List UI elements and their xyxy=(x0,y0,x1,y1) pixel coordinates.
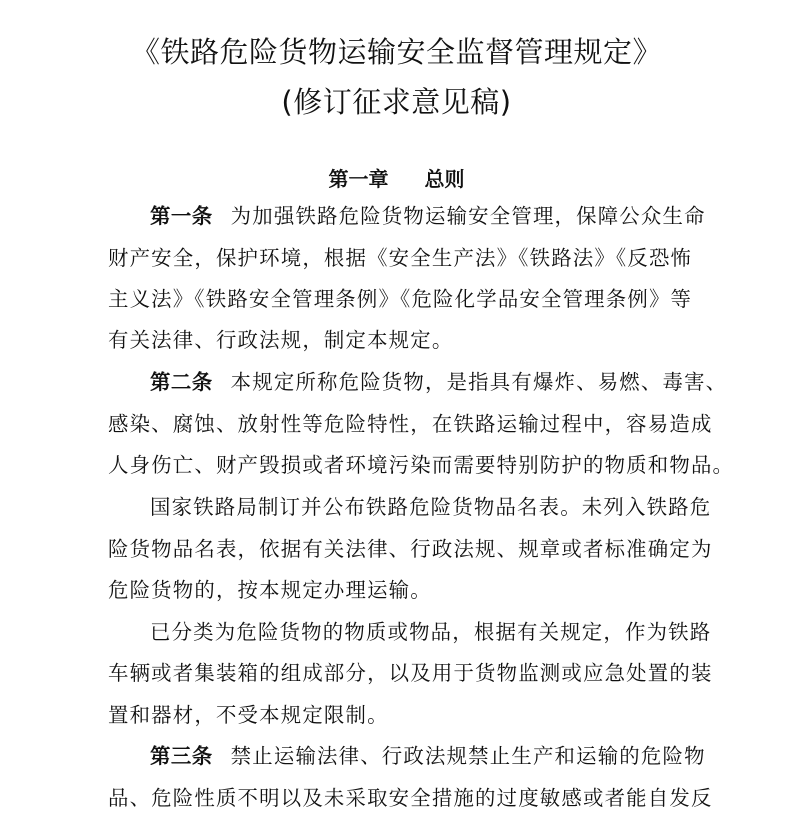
article-1-line-1: 第一条 为加强铁路危险货物运输安全管理，保障公众生命 xyxy=(150,204,706,228)
chapter-heading xyxy=(0,163,793,192)
document-subtitle: (修订征求意见稿) xyxy=(281,85,512,119)
article-2-para-1-line-2: 险货物品名表，依据有关法律、行政法规、规章或者标准确定为 xyxy=(108,537,713,561)
article-2-line-3: 人身伤亡、财产毁损或者环境污染而需要特别防护的物质和物品。 xyxy=(108,453,735,477)
article-2-para-2-line-1: 已分类为危险货物的物质或物品，根据有关规定，作为铁路 xyxy=(150,620,712,644)
article-3-line-2: 品、危险性质不明以及未采取安全措施的过度敏感或者能自发反 xyxy=(108,786,713,810)
article-3-line-1: 第三条 禁止运输法律、行政法规禁止生产和运输的危险物 xyxy=(150,744,706,768)
article-1-line-4: 有关法律、行政法规，制定本规定。 xyxy=(108,328,454,352)
article-1-line-3: 主义法》《铁路安全管理条例》《危险化学品安全管理条例》等 xyxy=(108,287,693,311)
chapter-name: 总则 xyxy=(424,167,465,191)
chapter-number: 第一章 xyxy=(328,167,389,191)
article-2-label: 第二条 xyxy=(150,370,213,394)
article-1-label: 第一条 xyxy=(150,204,213,228)
article-2-para-2-line-2: 车辆或者集装箱的组成部分，以及用于货物监测或应急处置的装 xyxy=(108,661,713,685)
document-title: 《铁路危险货物运输安全监督管理规定》 xyxy=(130,35,662,69)
article-1-line-2: 财产安全，保护环境，根据《安全生产法》《铁路法》《反恐怖 xyxy=(108,246,693,270)
article-2-line-2: 感染、腐蚀、放射性等危险特性，在铁路运输过程中，容易造成 xyxy=(108,412,713,436)
article-3-label: 第三条 xyxy=(150,744,213,768)
article-2-para-1-line-1: 国家铁路局制订并公布铁路危险货物品名表。未列入铁路危 xyxy=(150,495,712,519)
article-2-line-1: 第二条 本规定所称危险货物，是指具有爆炸、易燃、毒害、 xyxy=(150,370,728,394)
article-2-para-1-line-3: 危险货物的，按本规定办理运输。 xyxy=(108,578,432,602)
article-2-para-2-line-3: 置和器材，不受本规定限制。 xyxy=(108,703,389,727)
